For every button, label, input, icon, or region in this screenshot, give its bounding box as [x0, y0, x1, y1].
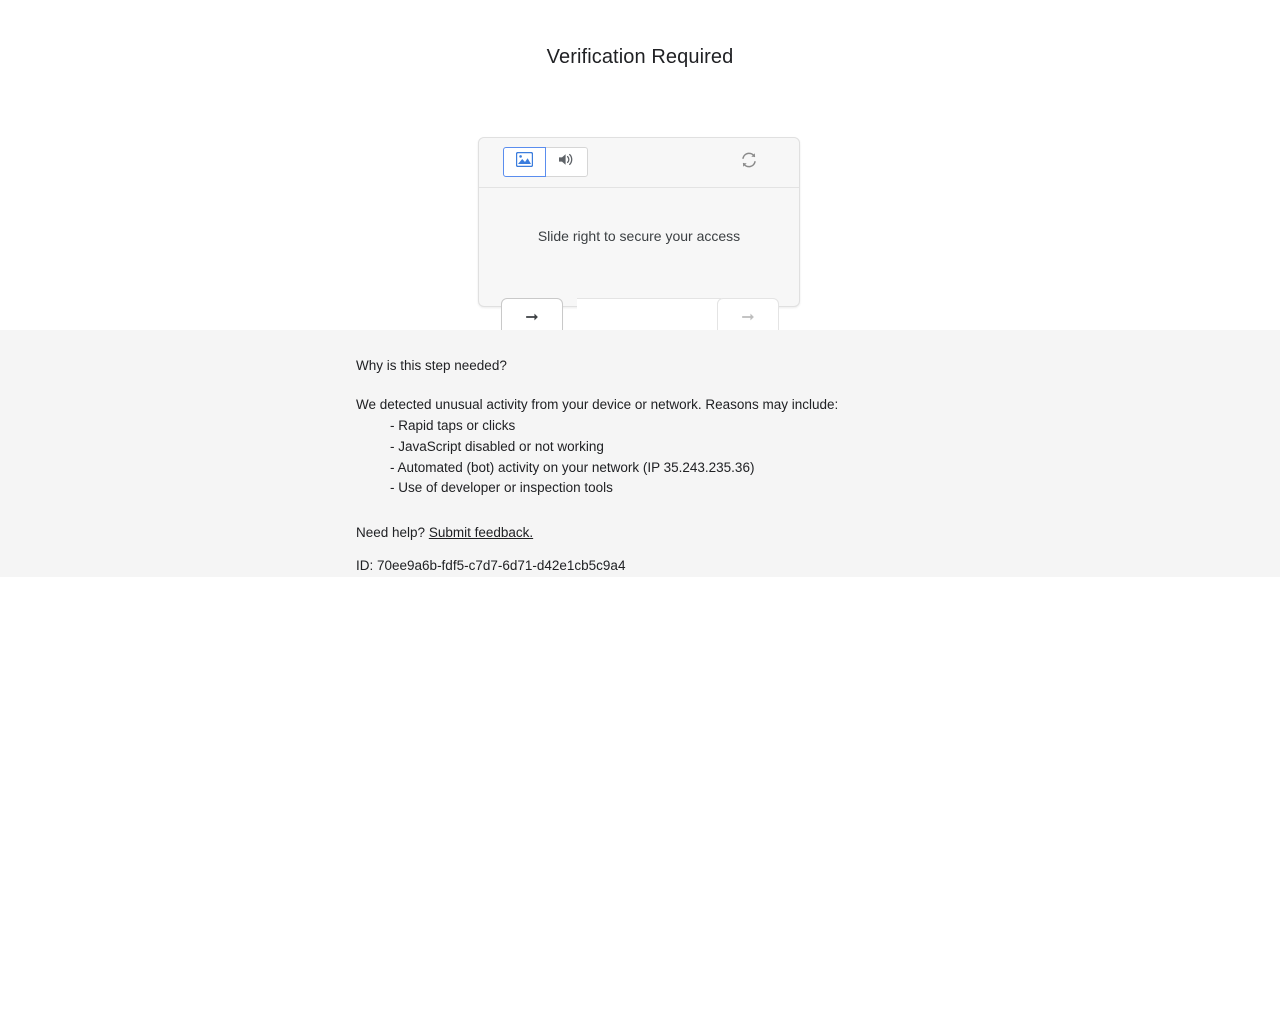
refresh-challenge-button[interactable] — [737, 150, 761, 174]
help-line — [356, 525, 1176, 542]
submit-feedback-link[interactable]: Submit feedback. — [428, 525, 534, 541]
image-challenge-button[interactable] — [503, 147, 546, 177]
captcha-header — [479, 138, 799, 188]
info-lead: We detected unusual activity from your device or network. Reasons may include: — [356, 396, 839, 412]
captcha-body — [479, 188, 799, 326]
page-title: Verification Required — [546, 46, 734, 68]
slider-instruction: Slide right to secure your access — [537, 228, 741, 244]
reason-list — [356, 418, 1176, 498]
info-question: Why is this step needed? — [356, 358, 507, 373]
captcha-widget — [478, 137, 800, 326]
captcha-mode-group — [503, 147, 588, 177]
image-icon — [516, 152, 533, 172]
info-panel — [0, 330, 1280, 577]
audio-challenge-button[interactable] — [545, 147, 588, 177]
list-item: - Use of developer or inspection tools — [390, 480, 613, 496]
verification-id: ID: 70ee9a6b-fdf5-c7d7-6d71-d42e1cb5c9a4 — [356, 558, 626, 574]
list-item: - Rapid taps or clicks — [390, 417, 516, 433]
arrow-right-icon: ➞ — [525, 309, 539, 326]
audio-icon — [558, 152, 575, 172]
list-item: - JavaScript disabled or not working — [390, 438, 604, 454]
arrow-right-icon: ➞ — [741, 309, 755, 326]
list-item: - Automated (bot) activity on your network (IP 35.243.235.36) — [390, 459, 755, 475]
refresh-icon — [739, 150, 759, 175]
info-content — [356, 358, 1176, 575]
help-prefix: Need help? — [356, 525, 426, 541]
